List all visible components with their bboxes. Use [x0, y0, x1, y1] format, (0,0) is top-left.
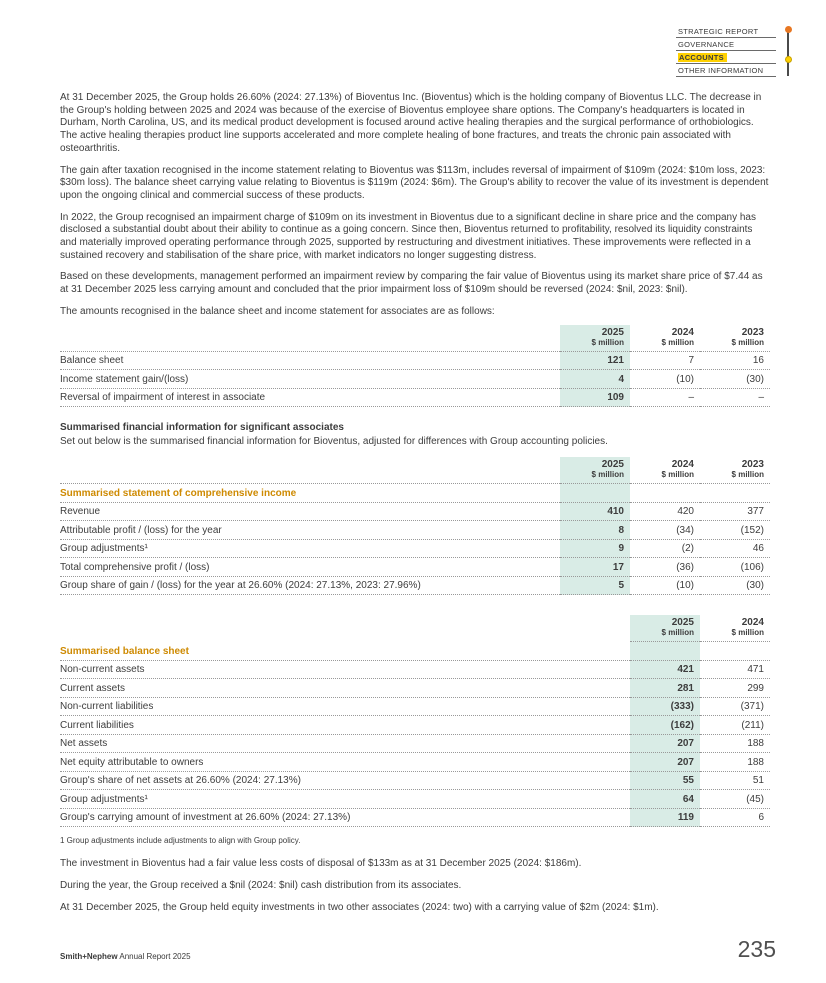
associates-amounts-table [60, 325, 770, 408]
value-2025: 207 [630, 753, 700, 772]
value-2024: 188 [700, 734, 770, 753]
value-2024: 299 [700, 679, 770, 698]
value-2023: – [700, 388, 770, 407]
row-label: Revenue [60, 502, 560, 521]
value-2023: (30) [700, 576, 770, 595]
nav-item-label: ACCOUNTS [678, 53, 727, 62]
value-2024: 420 [630, 502, 700, 521]
table-row [60, 679, 770, 698]
row-label: Group's share of net assets at 26.60% (2024: 27.13%) [60, 771, 630, 790]
row-label: Net assets [60, 734, 630, 753]
column-header-2023: 2023 $ million [700, 457, 770, 484]
value-2025: 4 [560, 370, 630, 389]
comprehensive-income-table [60, 457, 770, 596]
row-label: Non-current assets [60, 660, 630, 679]
table-row [60, 521, 770, 540]
column-header-2024: 2024 $ million [630, 325, 700, 352]
value-2024: (2) [630, 539, 700, 558]
value-2024: (211) [700, 716, 770, 735]
row-label: Group adjustments¹ [60, 539, 560, 558]
table-row [60, 771, 770, 790]
value-2025: 121 [560, 351, 630, 370]
table-section-row [60, 642, 770, 661]
value-2025: 421 [630, 660, 700, 679]
table-row [60, 734, 770, 753]
nav-item-label: GOVERNANCE [678, 40, 735, 49]
value-2024: 471 [700, 660, 770, 679]
row-label: Current liabilities [60, 716, 630, 735]
column-header-2023: 2023 $ million [700, 325, 770, 352]
value-2025: 410 [560, 502, 630, 521]
page-content [60, 92, 770, 923]
table-row [60, 558, 770, 577]
value-2024: (34) [630, 521, 700, 540]
row-label: Net equity attributable to owners [60, 753, 630, 772]
empty-cell [630, 642, 700, 661]
indicator-dot-accounts-icon [785, 56, 792, 63]
column-header-2025: 2025 $ million [630, 615, 700, 642]
row-label: Group share of gain / (loss) for the year at 26.60% (2024: 27.13%, 2023: 27.96%) [60, 576, 560, 595]
value-2025: 119 [630, 808, 700, 827]
section-intro: Set out below is the summarised financial information for Bioventus, adjusted for differences with Group accounting policies. [60, 436, 608, 448]
row-label: Non-current liabilities [60, 697, 630, 716]
row-label: Group adjustments¹ [60, 790, 630, 809]
table-row [60, 808, 770, 827]
page-number: 235 [737, 936, 776, 962]
row-label: Total comprehensive profit / (loss) [60, 558, 560, 577]
value-2025: 207 [630, 734, 700, 753]
empty-cell [700, 483, 770, 502]
table-section-row [60, 483, 770, 502]
table-header-row [60, 325, 770, 352]
value-2023: (30) [700, 370, 770, 389]
column-header-2025: 2025 $ million [560, 457, 630, 484]
column-header-2024: 2024 $ million [700, 615, 770, 642]
table-row [60, 539, 770, 558]
table-row [60, 388, 770, 407]
body-paragraph: The investment in Bioventus had a fair value less costs of disposal of $133m as at 31 December 2025 (2024: $186m). [60, 858, 582, 870]
value-2024: (36) [630, 558, 700, 577]
column-header-2024: 2024 $ million [630, 457, 700, 484]
value-2024: (10) [630, 576, 700, 595]
nav-item-label: STRATEGIC REPORT [678, 27, 759, 36]
nav-item-strategic-report[interactable] [676, 25, 776, 38]
value-2024: 7 [630, 351, 700, 370]
table-row [60, 753, 770, 772]
value-2025: 8 [560, 521, 630, 540]
value-2025: 9 [560, 539, 630, 558]
footnote: 1 Group adjustments include adjustments to align with Group policy. [60, 836, 301, 846]
nav-item-governance[interactable] [676, 38, 776, 51]
section-nav [676, 25, 776, 77]
empty-header-cell [60, 615, 630, 642]
table-row [60, 370, 770, 389]
value-2025: 109 [560, 388, 630, 407]
value-2024: – [630, 388, 700, 407]
row-label: Balance sheet [60, 351, 560, 370]
value-2025: (162) [630, 716, 700, 735]
body-paragraph: During the year, the Group received a $nil (2024: $nil) cash distribution from its associates. [60, 879, 462, 891]
indicator-dot-top-icon [785, 26, 792, 33]
value-2024: (45) [700, 790, 770, 809]
row-label: Income statement gain/(loss) [60, 370, 560, 389]
body-paragraph: At 31 December 2025, the Group holds 26.60% (2024: 27.13%) of Bioventus Inc. (Bioventus) which is the holding company of Bioventus LLC. The decrease in the Group's holding between 2025 and 2024 was because of the exercise of Bioventus employee share options. The Company's headquarters is located in Durham, North Carolina, US, and its medical product development is focused around active healing therapies and the surgical performance of orthobiologics. The active healing therapies product line supports accelerated and more complete healing of bone fractures, and treats the chronic pain associated with osteoarthritis. [60, 92, 762, 154]
column-header-2025: 2025 $ million [560, 325, 630, 352]
body-paragraph: Based on these developments, management performed an impairment review by comparing the fair value of Bioventus using its market share price of $7.44 as at 31 December 2025 less carrying amount and concluded that the prior impairment loss of $109m should be reversed (2024: $nil, 2023: $nil). [60, 271, 763, 296]
brand-name: Smith+Nephew [60, 952, 118, 961]
row-label: Attributable profit / (loss) for the year [60, 521, 560, 540]
section-indicator-line [787, 28, 789, 76]
nav-item-other-information[interactable] [676, 64, 776, 77]
table-row [60, 697, 770, 716]
value-2025: (333) [630, 697, 700, 716]
body-paragraph: In 2022, the Group recognised an impairment charge of $109m on its investment in Bioventus due to a significant decline in share price and the company has disclosed a substantial doubt about their ability to continue as a going concern. Since then, Bioventus returned to profitability, resolved its liquidity constraints and materially improved operating performance through 2025, supported by restructuring and divestment initiatives. These improvements were reflected in a sustained recovery and stabilisation of the share price, with market indicators no longer suggesting distress. [60, 211, 756, 261]
table-row [60, 660, 770, 679]
value-2023: 16 [700, 351, 770, 370]
nav-item-label: OTHER INFORMATION [678, 66, 764, 75]
value-2024: 6 [700, 808, 770, 827]
value-2023: (106) [700, 558, 770, 577]
table-row [60, 716, 770, 735]
row-label: Group's carrying amount of investment at 26.60% (2024: 27.13%) [60, 808, 630, 827]
nav-item-accounts[interactable] [676, 51, 776, 64]
value-2023: 377 [700, 502, 770, 521]
row-label: Reversal of impairment of interest in associate [60, 388, 560, 407]
table-row [60, 502, 770, 521]
page-footer [60, 938, 776, 961]
value-2024: 51 [700, 771, 770, 790]
empty-header-cell [60, 325, 560, 352]
table-section-title: Summarised statement of comprehensive income [60, 483, 560, 502]
value-2024: (10) [630, 370, 700, 389]
empty-cell [630, 483, 700, 502]
value-2024: (371) [700, 697, 770, 716]
section-heading: Summarised financial information for significant associates [60, 422, 344, 434]
table-section-title: Summarised balance sheet [60, 642, 630, 661]
table-header-row [60, 457, 770, 484]
value-2023: (152) [700, 521, 770, 540]
table-header-row [60, 615, 770, 642]
value-2024: 188 [700, 753, 770, 772]
body-paragraph: At 31 December 2025, the Group held equity investments in two other associates (2024: two) with a carrying value of $2m (2024: $1m). [60, 901, 659, 913]
row-label: Current assets [60, 679, 630, 698]
body-paragraph: The gain after taxation recognised in the income statement relating to Bioventus was $113m, includes reversal of impairment of $109m (2024: $10m loss, 2023: $30m loss). The balance sheet carrying value relating to Bioventus is $119m (2024: $6m). The Group's ability to recover the value of its investment is dependent upon the ongoing clinical and commercial success of these products. [60, 164, 769, 201]
empty-header-cell [60, 457, 560, 484]
value-2025: 17 [560, 558, 630, 577]
empty-cell [700, 642, 770, 661]
empty-cell [560, 483, 630, 502]
value-2023: 46 [700, 539, 770, 558]
table-row [60, 576, 770, 595]
report-identifier [60, 952, 191, 961]
balance-sheet-table [60, 615, 770, 827]
report-title: Annual Report 2025 [117, 952, 191, 961]
value-2025: 64 [630, 790, 700, 809]
value-2025: 55 [630, 771, 700, 790]
value-2025: 5 [560, 576, 630, 595]
table-lead-in: The amounts recognised in the balance sheet and income statement for associates are as follows: [60, 305, 495, 317]
table-row [60, 351, 770, 370]
table-row [60, 790, 770, 809]
value-2025: 281 [630, 679, 700, 698]
